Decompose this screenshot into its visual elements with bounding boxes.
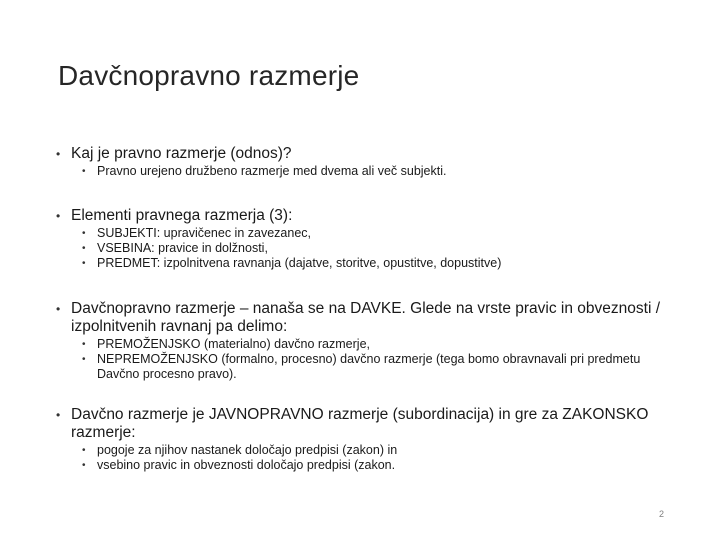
bullet-4 [56, 406, 686, 473]
sub-bullet-text: PREDMET: izpolnitvena ravnanja (dajatve, storitve, opustitve, dopustitve) [97, 256, 502, 270]
slide-title: Davčnopravno razmerje [58, 60, 360, 91]
sub-bullet [82, 226, 686, 241]
sub-bullet-text: vsebino pravic in obveznosti določajo predpisi (zakon. [97, 458, 396, 472]
bullet-1-text: Kaj je pravno razmerje (odnos)? [71, 145, 292, 162]
sub-bullet [82, 337, 686, 352]
sub-bullet [82, 352, 686, 382]
sub-bullet-text: pogoje za njihov nastanek določajo predpisi (zakon) in [97, 443, 398, 457]
bullet-3 [56, 300, 686, 382]
bullet-4-main [56, 406, 686, 442]
sub-bullet [82, 164, 686, 179]
sub-bullet-dot-icon: • [82, 354, 86, 365]
sub-bullet-text: Pravno urejeno družbeno razmerje med dvema ali več subjekti. [97, 164, 447, 178]
bullet-3-main [56, 300, 686, 336]
bullet-3-sublist [82, 337, 686, 382]
bullet-dot-icon: • [56, 302, 61, 316]
bullet-1 [56, 145, 686, 179]
sub-bullet [82, 256, 686, 271]
sub-bullet-dot-icon: • [82, 228, 86, 239]
page-number: 2 [658, 509, 664, 519]
sub-bullet-dot-icon: • [82, 258, 86, 269]
bullet-dot-icon: • [56, 408, 61, 422]
bullet-1-main [56, 145, 686, 163]
sub-bullet-text: PREMOŽENJSKO (materialno) davčno razmerje, [97, 337, 370, 351]
sub-bullet-dot-icon: • [82, 166, 86, 177]
bullet-3-text: Davčnopravno razmerje – nanaša se na DAVKE. Glede na vrste pravic in obveznosti / izpolnitvenih ravnanj pa delimo: [71, 300, 661, 335]
sub-bullet-text: NEPREMOŽENJSKO (formalno, procesno) davčno razmerje (tega bomo obravnavali pri predmetu Davčno procesno pravo). [97, 352, 641, 381]
bullet-dot-icon: • [56, 147, 61, 161]
bullet-1-sublist [82, 164, 686, 179]
bullet-2 [56, 207, 686, 271]
sub-bullet-dot-icon: • [82, 445, 86, 456]
bullet-4-text: Davčno razmerje je JAVNOPRAVNO razmerje (subordinacija) in gre za ZAKONSKO razmerje: [71, 406, 649, 441]
sub-bullet [82, 241, 686, 256]
bullet-2-sublist [82, 226, 686, 271]
bullet-dot-icon: • [56, 209, 61, 223]
sub-bullet-dot-icon: • [82, 460, 86, 471]
sub-bullet [82, 458, 686, 473]
sub-bullet-text: SUBJEKTI: upravičenec in zavezanec, [97, 226, 311, 240]
sub-bullet-text: VSEBINA: pravice in dolžnosti, [97, 241, 268, 255]
sub-bullet-dot-icon: • [82, 339, 86, 350]
bullet-2-main [56, 207, 686, 225]
bullet-2-text: Elementi pravnega razmerja (3): [71, 207, 293, 224]
sub-bullet [82, 443, 686, 458]
sub-bullet-dot-icon: • [82, 243, 86, 254]
bullet-4-sublist [82, 443, 686, 473]
